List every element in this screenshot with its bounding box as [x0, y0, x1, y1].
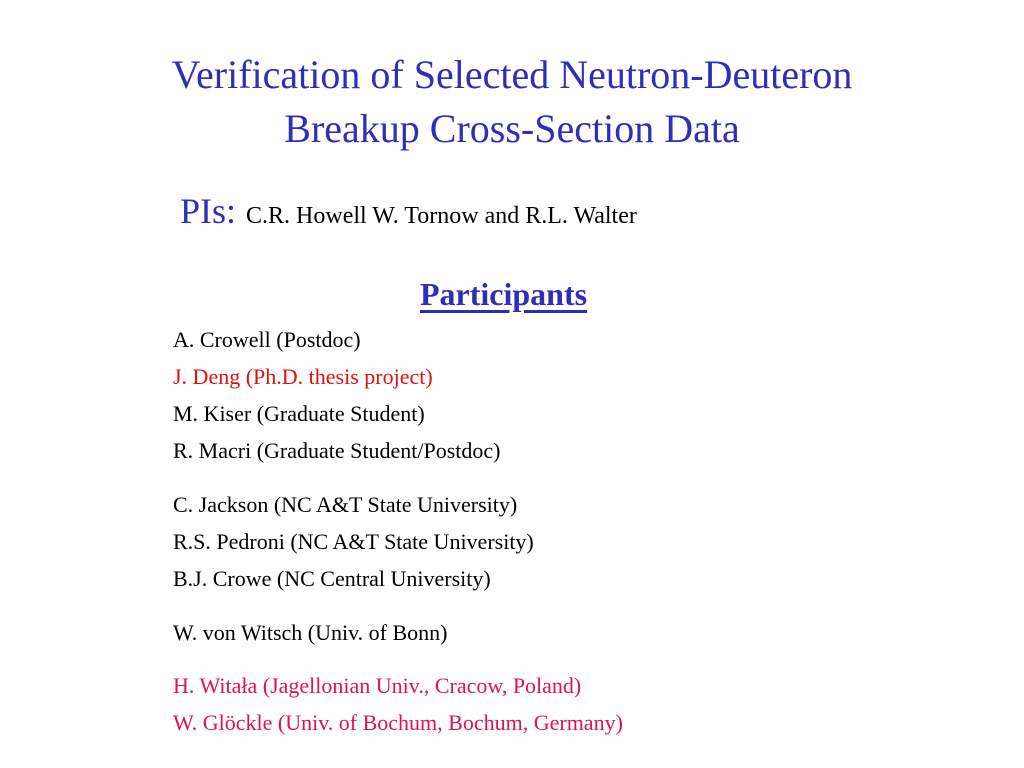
- pis-names: C.R. Howell W. Tornow and R.L. Walter: [246, 203, 637, 229]
- slide-title: [0, 48, 1024, 156]
- participant-item: R. Macri (Graduate Student/Postdoc): [173, 438, 501, 463]
- pis-line: [180, 190, 637, 232]
- participants-heading: Participants: [419, 276, 588, 312]
- title-line-2: Breakup Cross-Section Data: [284, 106, 740, 151]
- participant-item: R.S. Pedroni (NC A&T State University): [173, 529, 534, 554]
- participant-item: M. Kiser (Graduate Student): [173, 401, 425, 426]
- participant-item: J. Deng (Ph.D. thesis project): [173, 364, 433, 389]
- participant-item: W. Glöckle (Univ. of Bochum, Bochum, Germany): [173, 710, 623, 735]
- participant-item: A. Crowell (Postdoc): [173, 327, 361, 352]
- participant-item: B.J. Crowe (NC Central University): [173, 566, 491, 591]
- participant-item: W. von Witsch (Univ. of Bonn): [173, 620, 448, 645]
- pis-label: PIs:: [180, 191, 237, 231]
- title-line-1: Verification of Selected Neutron-Deuteron: [171, 52, 853, 97]
- participant-item: H. Witała (Jagellonian Univ., Cracow, Poland): [173, 673, 582, 698]
- participant-item: C. Jackson (NC A&T State University): [173, 492, 518, 517]
